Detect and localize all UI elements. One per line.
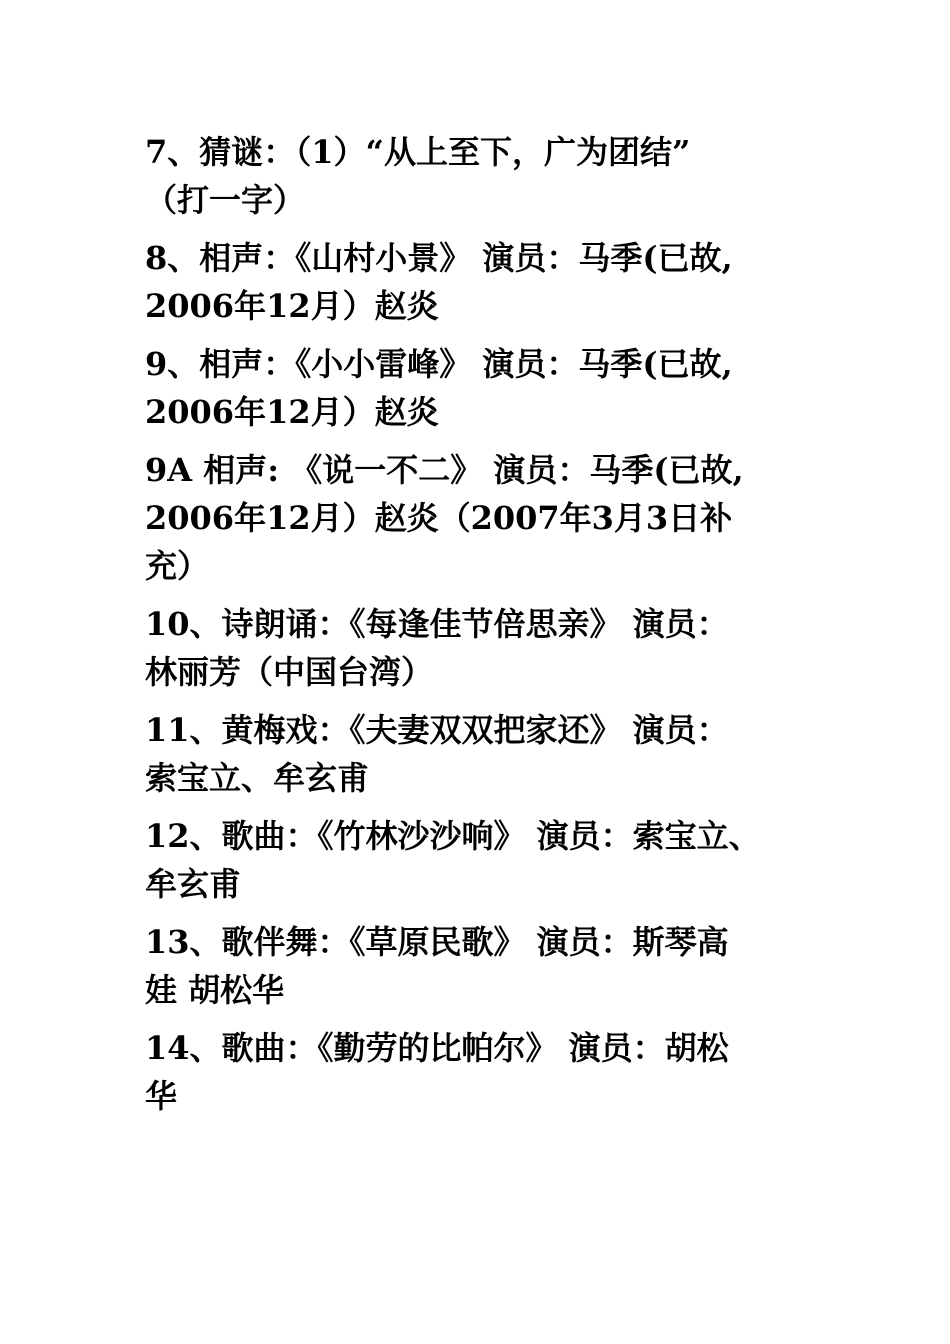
program-item-10 [145,600,825,696]
text-line: 华 [145,1077,178,1115]
text-line: 2006年12月）赵炎 [145,287,439,325]
program-item-9a [145,446,825,590]
text-line: 索宝立、牟玄甫 [145,759,370,797]
program-item-7 [145,128,825,224]
text-line: （打一字） [145,181,306,219]
text-line: 牟玄甫 [145,865,242,903]
text-line: 娃 胡松华 [145,971,285,1009]
text-line: 2006年12月）赵炎（2007年3月3日补 [145,499,733,537]
text-line: 林丽芳（中国台湾） [145,653,434,691]
text-line: 9、相声：《小小雷峰》 演员：马季(已故, [145,345,733,383]
program-list [145,128,825,1130]
program-item-12 [145,812,825,908]
program-item-11 [145,706,825,802]
program-item-9 [145,340,825,436]
text-line: 8、相声：《山村小景》 演员：马季(已故, [145,239,733,277]
text-line: 7、猜谜：（1）“从上至下，广为团结” [145,133,691,171]
program-item-13 [145,918,825,1014]
text-line: 11、黄梅戏：《夫妻双双把家还》 演员： [145,711,729,749]
text-line: 14、歌曲：《勤劳的比帕尔》 演员：胡松 [145,1029,729,1067]
text-line: 充） [145,547,210,585]
text-line: 9A 相声: 《说一不二》 演员：马季(已故, [145,451,744,489]
program-item-8 [145,234,825,330]
text-line: 12、歌曲：《竹林沙沙响》 演员：索宝立、 [145,817,761,855]
text-line: 10、诗朗诵：《每逢佳节倍思亲》 演员： [145,605,729,643]
text-line: 13、歌伴舞：《草原民歌》 演员：斯琴高 [145,923,729,961]
text-line: 2006年12月）赵炎 [145,393,439,431]
program-item-14 [145,1024,825,1120]
